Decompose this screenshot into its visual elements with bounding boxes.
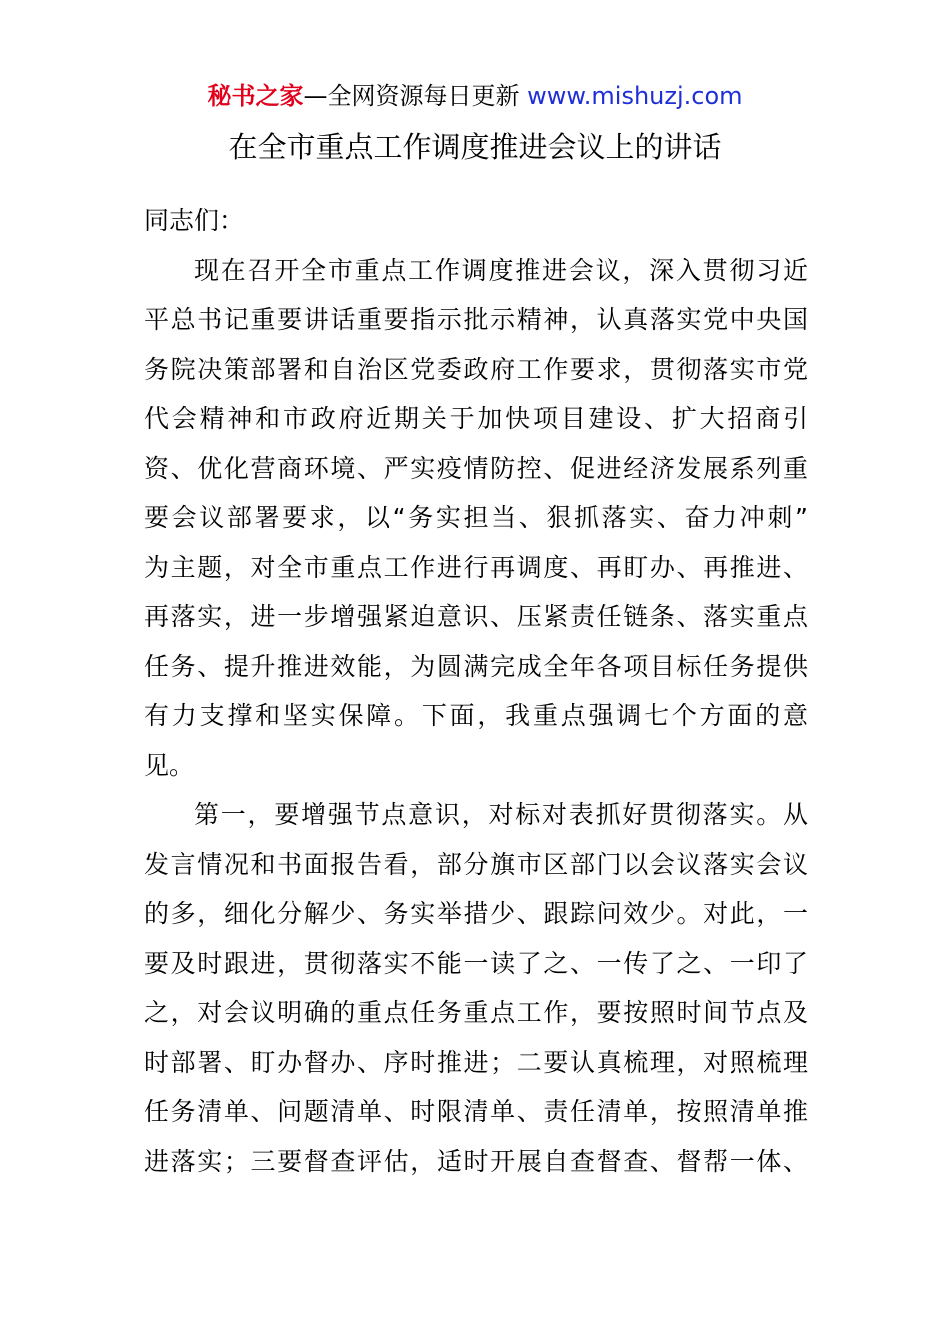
paragraph-line: 代会精神和市政府近期关于加快项目建设、扩大招商引 bbox=[144, 404, 808, 433]
paragraph-line: 资、优化营商环境、严实疫情防控、促进经济发展系列重 bbox=[144, 453, 808, 483]
paragraph-line: 发言情况和书面报告看，部分旗市区部门以会议落实会议 bbox=[144, 849, 808, 879]
brand-name: 秘书之家 bbox=[207, 82, 304, 110]
site-header bbox=[0, 80, 950, 112]
paragraph-line: 见。 bbox=[144, 750, 195, 780]
paragraph-line: 再落实，进一步增强紧迫意识、压紧责任链条、落实重点 bbox=[144, 602, 808, 631]
paragraph-line: 进落实；三要督查评估，适时开展自查督查、督帮一体、 bbox=[144, 1146, 808, 1176]
paragraph-line: 时部署、盯办督办、序时推进；二要认真梳理，对照梳理 bbox=[144, 1047, 808, 1077]
paragraph-line: 务院决策部署和自治区党委政府工作要求，贯彻落实市党 bbox=[144, 354, 808, 384]
site-url-link[interactable]: www.mishuzj.com bbox=[527, 82, 743, 110]
paragraph-line: 现在召开全市重点工作调度推进会议，深入贯彻习近 bbox=[194, 255, 808, 285]
paragraph-line: 任务、提升推进效能，为圆满完成全年各项目标任务提供 bbox=[144, 651, 808, 681]
paragraph-line: 平总书记重要讲话重要指示批示精神，认真落实党中央国 bbox=[144, 305, 808, 334]
salutation: 同志们： bbox=[144, 206, 245, 235]
paragraph-line: 为主题，对全市重点工作进行再调度、再盯办、再推进、 bbox=[144, 552, 808, 582]
paragraph-line: 任务清单、问题清单、时限清单、责任清单，按照清单推 bbox=[144, 1097, 808, 1126]
paragraph-line: 的多，细化分解少、务实举措少、跟踪问效少。对此，一 bbox=[144, 899, 808, 928]
paragraph-line: 要及时跟进，贯彻落实不能一读了之、一传了之、一印了 bbox=[144, 948, 808, 978]
paragraph-line: 有力支撑和坚实保障。下面，我重点强调七个方面的意 bbox=[144, 701, 808, 730]
paragraph-line: 第一，要增强节点意识，对标对表抓好贯彻落实。从 bbox=[194, 800, 808, 829]
paragraph-line: 要会议部署要求，以“务实担当、狠抓落实、奋力冲刺” bbox=[144, 503, 808, 532]
paragraph-line: 之，对会议明确的重点任务重点工作，要按照时间节点及 bbox=[144, 998, 808, 1027]
header-tagline: —全网资源每日更新 bbox=[303, 82, 528, 110]
document-title: 在全市重点工作调度推进会议上的讲话 bbox=[228, 130, 722, 164]
document-body bbox=[144, 196, 808, 1186]
